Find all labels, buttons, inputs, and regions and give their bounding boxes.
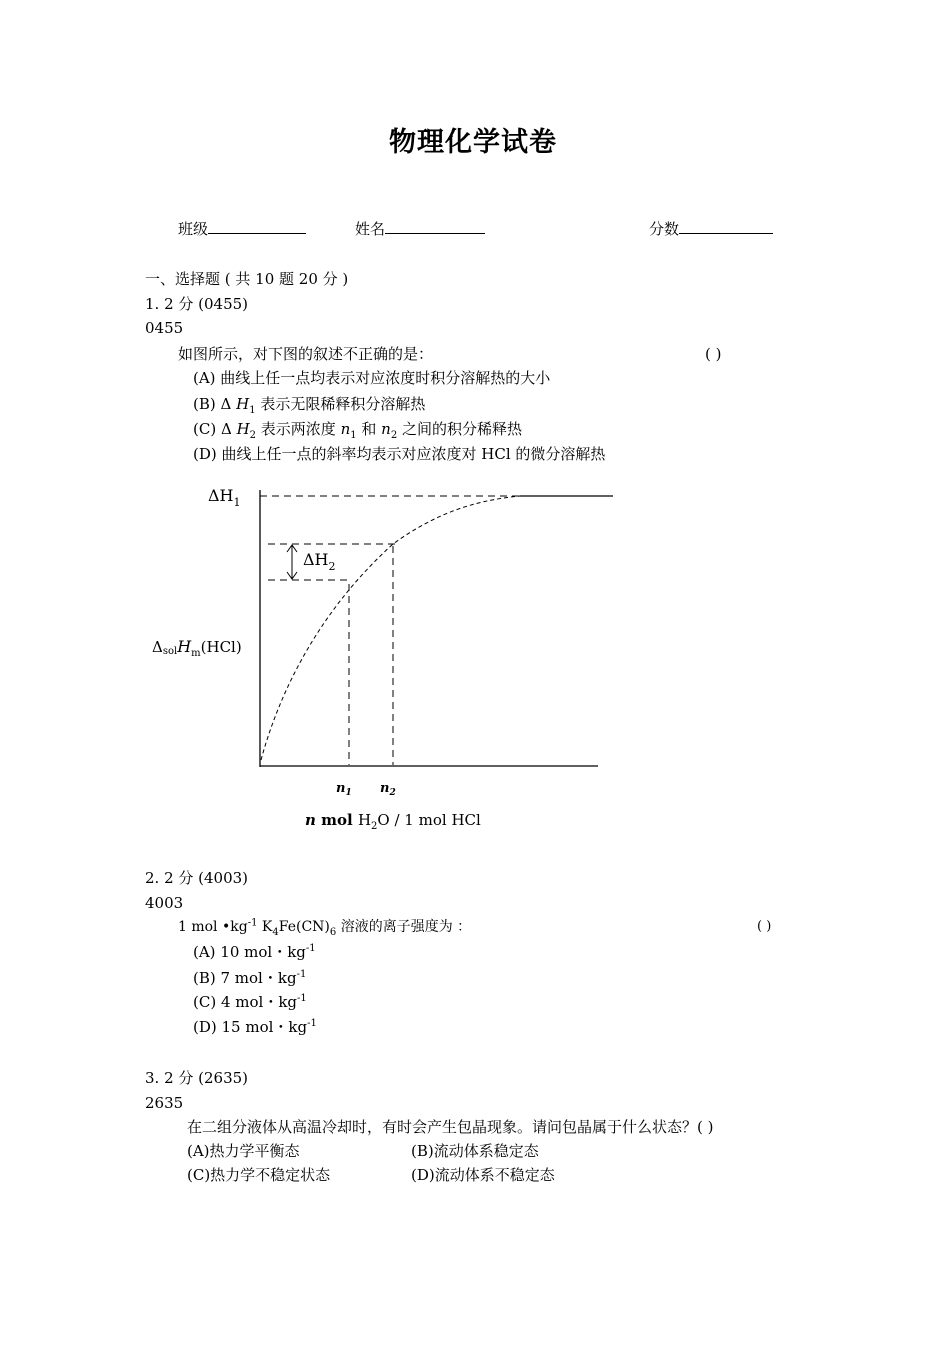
q2-answer-paren: ( ) [757,919,772,934]
q1-option-c: (C) Δ $H_2$ 表示两浓度 $n_1$ 和 $n_2$ 之间的积分稀释热 [193,420,522,441]
q2-heading: 2. 2 分 (4003) [145,869,249,887]
q2-option-b: (B) 7 mol・$kg^{-1}$ [193,969,307,987]
q3-option-d: (D)流动体系不稳定态 [411,1166,555,1184]
y-axis-label: ΔsolH$_m$(HCl) [152,637,242,659]
dh1-label: $\Delta H_1$ [208,486,241,509]
class-field [178,219,306,239]
q1-heading: 1. 2 分 (0455) [145,295,249,313]
q1-option-d: (D) 曲线上任一点的斜率均表示对应浓度对 HCl 的微分溶解热 [193,445,606,463]
class-label: 班级 [178,220,209,238]
x-axis-label: n mol $H_2O / 1$ mol HCl [305,811,481,832]
q3-stem: 在二组分液体从高温冷却时，有时会产生包晶现象。请问包晶属于什么状态？( ) [187,1118,714,1136]
q1-code: 0455 [145,319,184,337]
name-blank [385,219,485,234]
q3-heading: 3. 2 分 (2635) [145,1069,249,1087]
score-blank [679,219,773,234]
q1-answer-paren: ( ) [705,345,722,363]
q1-option-b: (B) Δ $H_1$ 表示无限稀释积分溶解热 [193,395,426,416]
score-field [649,219,773,239]
q3-option-a: (A)热力学平衡态 [187,1142,300,1160]
q2-stem: 1 mol $•kg^{-1}$ $K_4Fe(CN)_6$ 溶液的离子强度为 ： [178,917,472,938]
q3-option-c: (C)热力学不稳定状态 [187,1166,331,1184]
dh2-label: $\Delta H_2$ [303,550,336,573]
score-label: 分数 [649,220,680,238]
class-blank [208,219,306,234]
name-label: 姓名 [355,220,386,238]
n1-tick-label: $n_1$ [336,781,352,798]
n2-tick-label: $n_2$ [380,781,396,798]
q2-option-c: (C) 4 mol・$kg^{-1}$ [193,993,307,1011]
section-heading: 一、选择题 ( 共 10 题 20 分 ) [145,270,349,288]
name-field [355,219,485,239]
q1-stem: 如图所示，对下图的叙述不正确的是： [178,345,434,363]
solution-heat-figure [140,470,630,835]
q2-option-a: (A) 10 mol・$kg^{-1}$ [193,943,316,961]
q3-option-b: (B)流动体系稳定态 [411,1142,539,1160]
q2-option-d: (D) 15 mol・$kg^{-1}$ [193,1018,317,1036]
q2-code: 4003 [145,894,184,912]
page-title: 物理化学试卷 [389,127,557,158]
q3-code: 2635 [145,1094,184,1112]
integral-heat-curve [261,496,520,760]
q1-option-a: (A) 曲线上任一点均表示对应浓度时积分溶解热的大小 [193,369,551,387]
